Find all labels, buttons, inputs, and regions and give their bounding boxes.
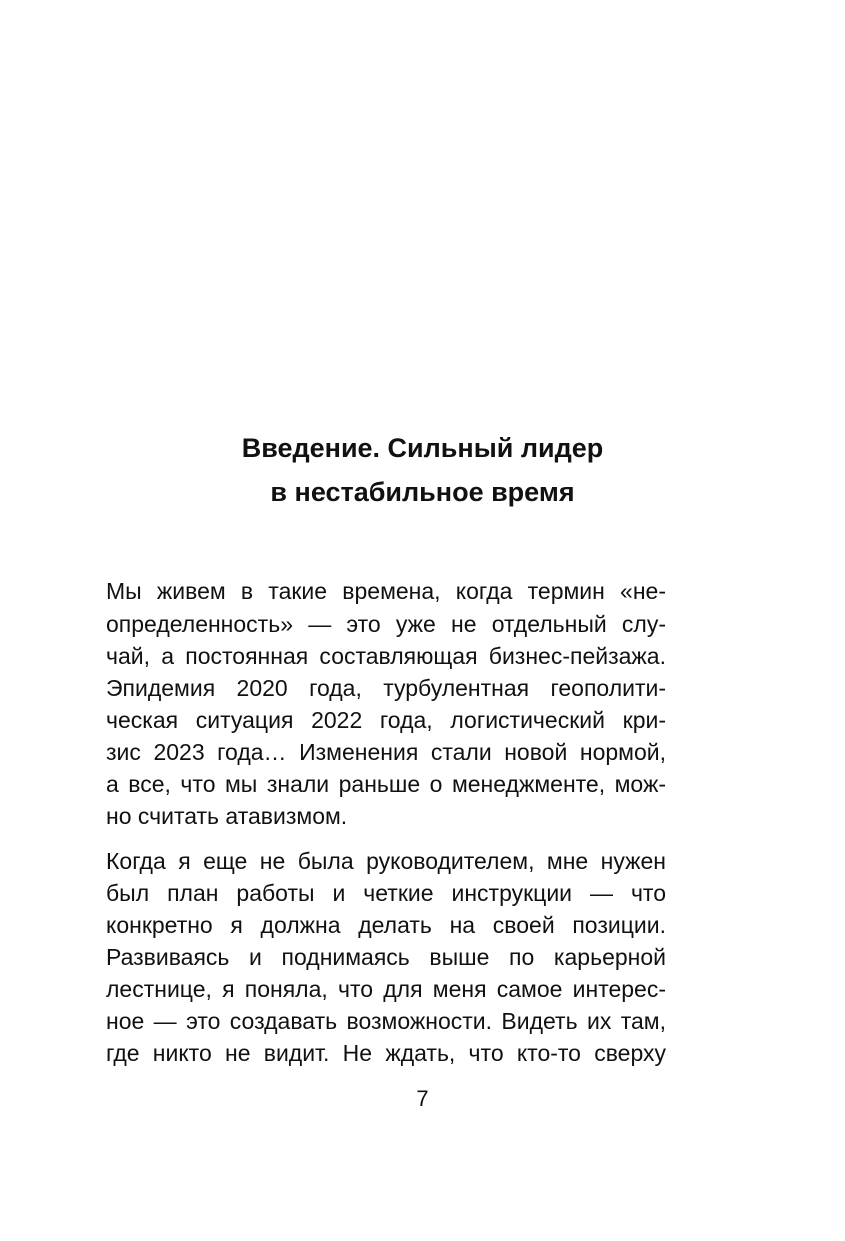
text-line: был план работы и четкие инструкции — что xyxy=(106,880,666,906)
text-line: где никто не видит. Не ждать, что кто-то сверху xyxy=(106,1040,666,1066)
text-line: конкретно я должна делать на своей позиции. xyxy=(106,912,666,938)
text-line: Развиваясь и поднимаясь выше по карьерной xyxy=(106,944,666,970)
text-line: Когда я еще не была руководителем, мне нужен xyxy=(106,848,666,874)
text-line: Мы живем в такие времена, когда термин «не- xyxy=(106,578,666,604)
chapter-title-line-2: в нестабильное время xyxy=(270,477,575,507)
text-line: но считать атавизмом. xyxy=(106,803,348,829)
text-line: лестнице, я поняла, что для меня самое интерес- xyxy=(106,976,666,1002)
text-line: зис 2023 года… Изменения стали новой нормой, xyxy=(106,739,666,765)
text-line: а все, что мы знали раньше о менеджменте, мож- xyxy=(106,771,666,797)
text-line: ческая ситуация 2022 года, логистический кри- xyxy=(106,707,666,733)
chapter-title-line-1: Введение. Сильный лидер xyxy=(241,433,604,463)
page-number: 7 xyxy=(416,1086,429,1111)
text-line: Эпидемия 2020 года, турбулентная геополити- xyxy=(106,675,666,701)
text-line: определенность» — это уже не отдельный слу- xyxy=(106,611,666,637)
text-line: чай, а постоянная составляющая бизнес-пейзажа. xyxy=(106,643,666,669)
text-line: ное — это создавать возможности. Видеть их там, xyxy=(106,1008,666,1034)
